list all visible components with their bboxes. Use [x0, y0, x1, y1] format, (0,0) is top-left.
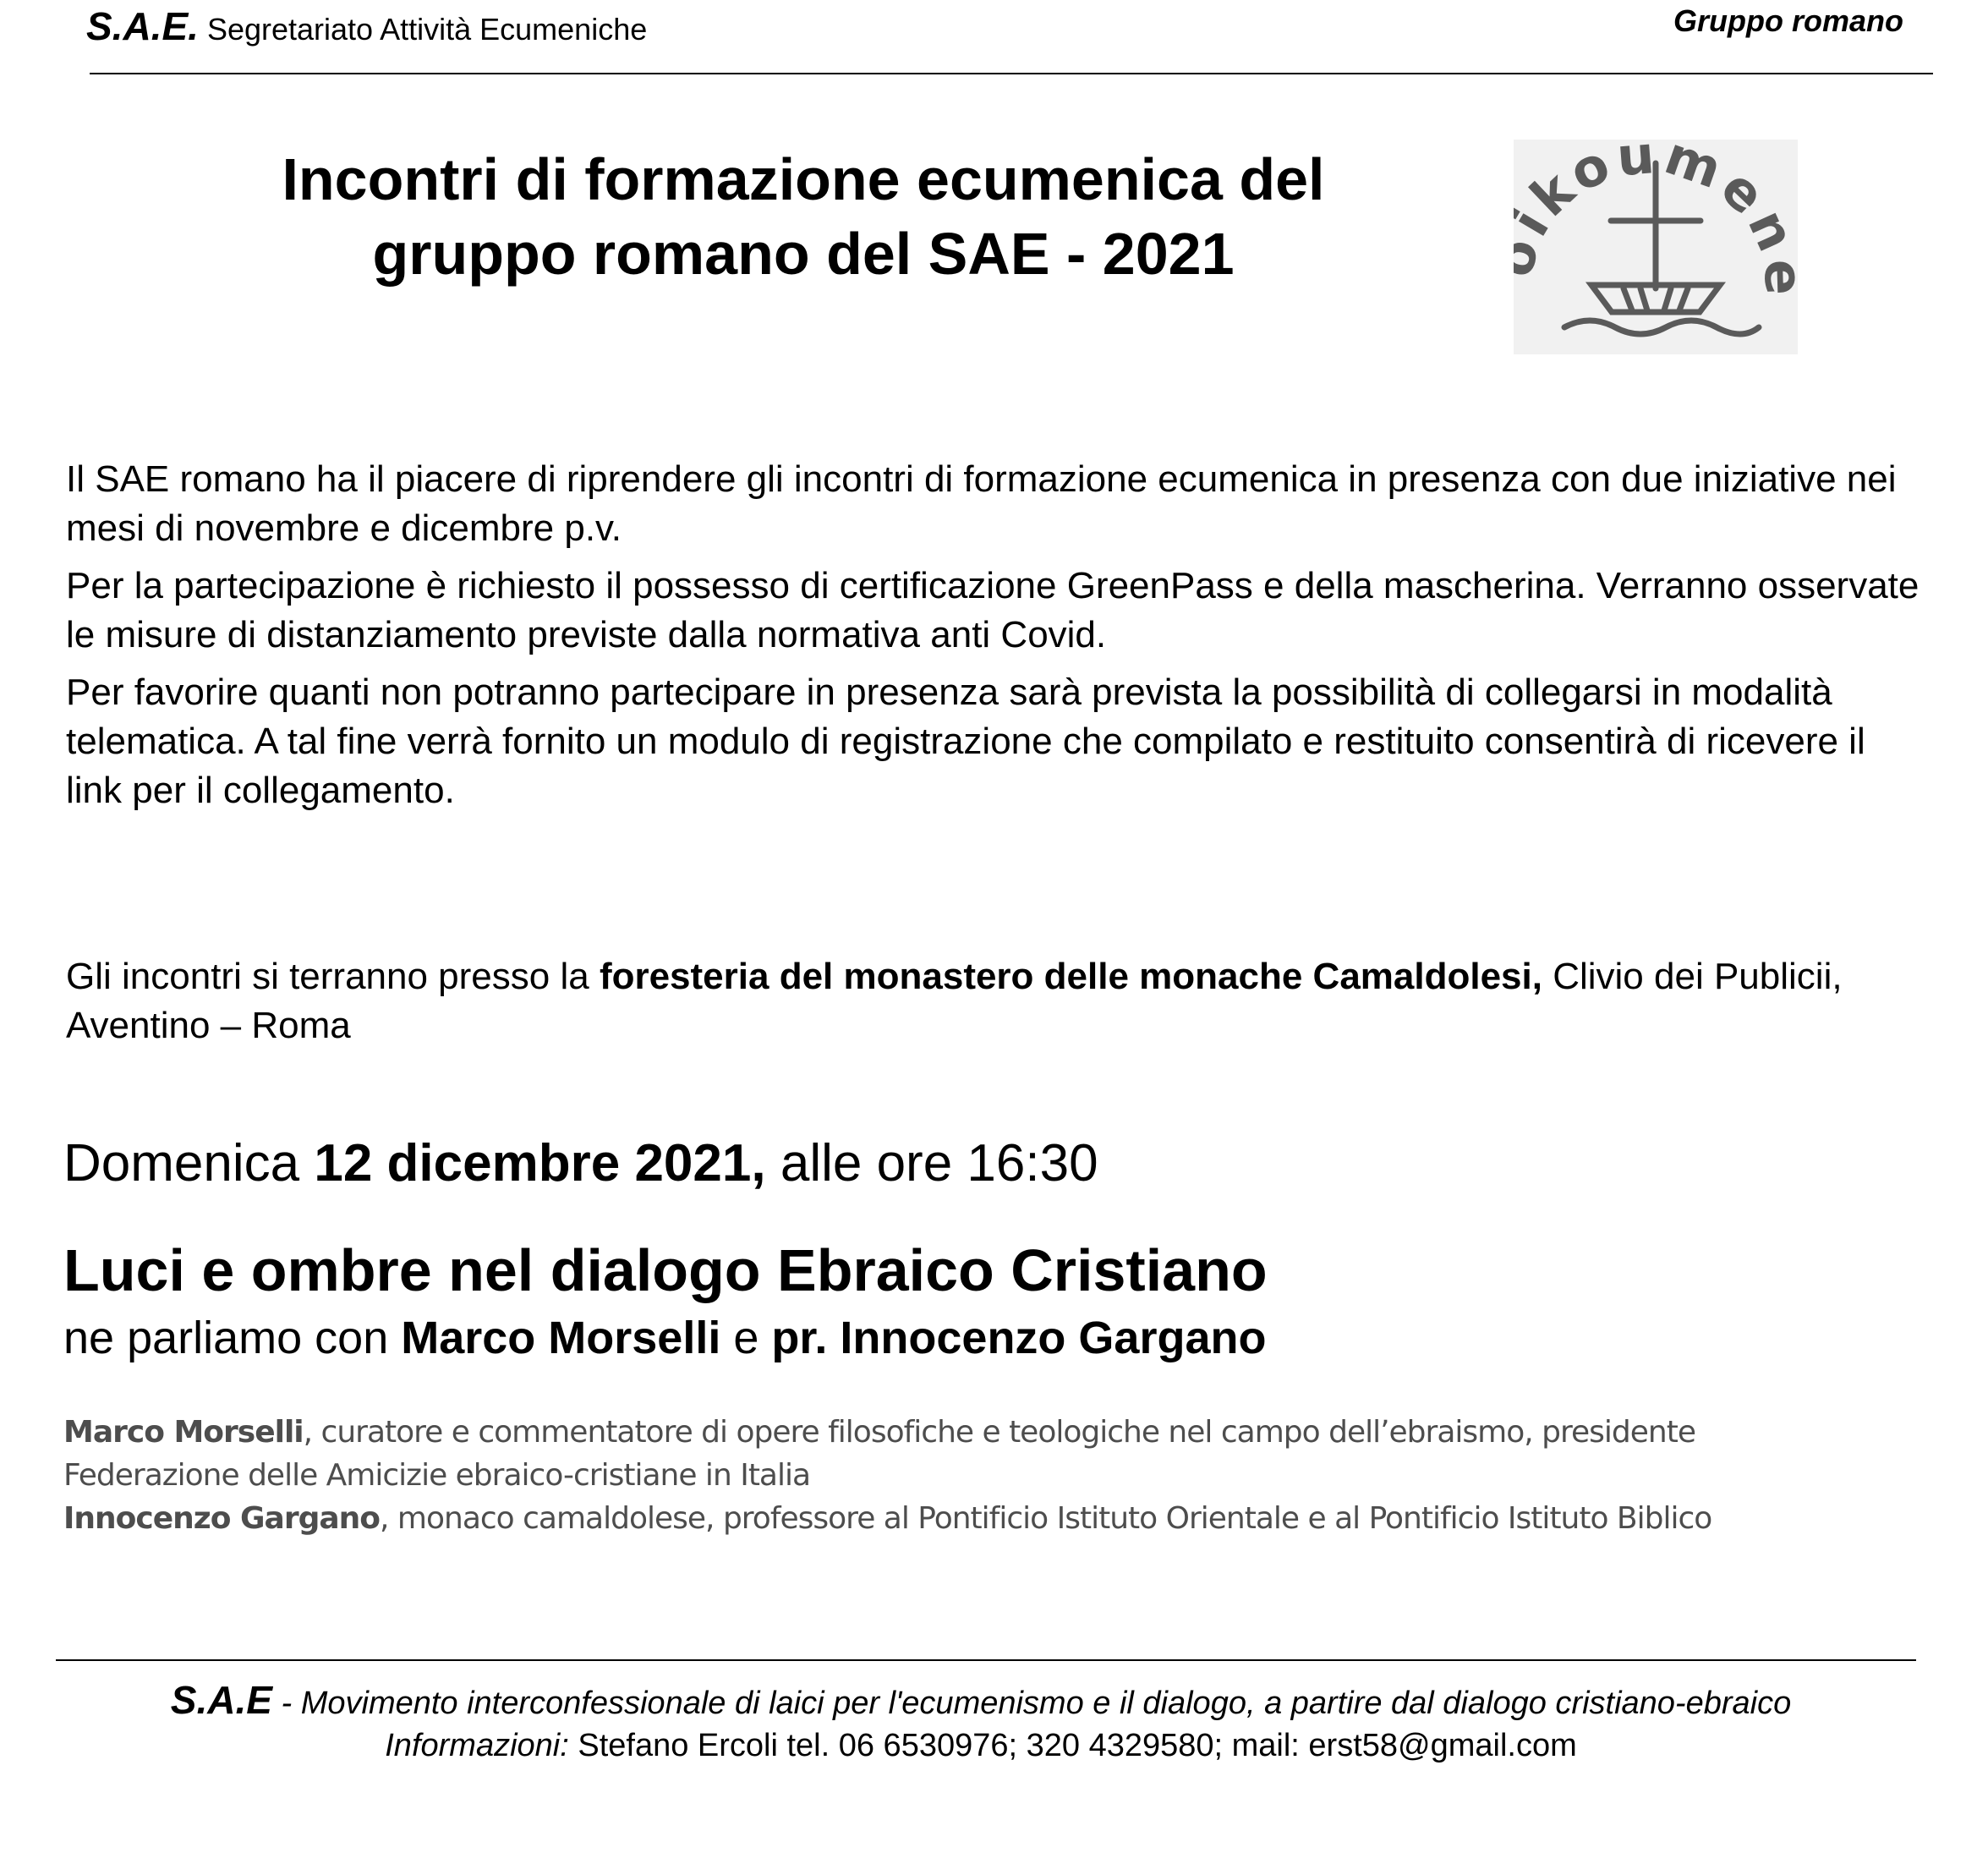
- event-weekday: Domenica: [63, 1134, 315, 1192]
- title-line-1: Incontri di formazione ecumenica del: [282, 146, 1325, 212]
- oikoumene-logo: [1514, 140, 1798, 354]
- header-organization: [86, 3, 647, 49]
- speaker-2: pr. Innocenzo Gargano: [771, 1313, 1267, 1363]
- bio-1-text-2: Federazione delle Amicizie ebraico-cristiane in Italia: [63, 1458, 811, 1493]
- page-title: [169, 142, 1438, 291]
- venue-place: foresteria del monastero delle monache Camaldolesi,: [599, 956, 1542, 997]
- footer-divider: [56, 1659, 1916, 1661]
- event-speakers-line: [63, 1312, 1266, 1364]
- oikoumene-boat-cross-icon: [1514, 140, 1798, 354]
- header-org-abbrev: S.A.E.: [86, 4, 199, 48]
- title-line-2: gruppo romano del SAE - 2021: [372, 221, 1235, 287]
- speakers-join: e: [720, 1313, 772, 1363]
- intro-text: [66, 455, 1926, 824]
- speaker-1: Marco Morselli: [401, 1313, 721, 1363]
- event-date: 12 dicembre 2021,: [314, 1134, 766, 1192]
- intro-paragraph-3: Per favorire quanti non potranno partecipare in presenza sarà prevista la possibilità di collegarsi in modalità telematica. A tal fine verrà fornito un modulo di registrazione che compilato e restituito consentirà di ricevere il link per il collegamento.: [66, 672, 1865, 811]
- footer-line-2: [51, 1724, 1911, 1767]
- bio-2-text: , monaco camaldolese, professore al Pontificio Istituto Orientale e al Pontificio Istituto Biblico: [380, 1501, 1712, 1536]
- bio-2-line: [63, 1497, 1924, 1540]
- bio-2-name: Innocenzo Gargano: [63, 1501, 381, 1536]
- bio-1-text-1: , curatore e commentatore di opere filosofiche e teologiche nel campo dell’ebraismo, presidente: [303, 1415, 1695, 1450]
- event-date-line: [63, 1133, 1098, 1193]
- header-org-name: Segretariato Attività Ecumeniche: [206, 12, 648, 47]
- footer-line-1: [51, 1679, 1911, 1724]
- footer: [51, 1679, 1911, 1767]
- event-title: Luci e ombre nel dialogo Ebraico Cristiano: [63, 1237, 1268, 1303]
- header-group: Gruppo romano: [1673, 3, 1903, 38]
- intro-paragraph-2: Per la partecipazione è richiesto il possesso di certificazione GreenPass e della mascherina. Verranno osservate le misure di distanziamento previste dalla normativa anti Covid.: [66, 565, 1920, 655]
- venue-paragraph: [66, 952, 1926, 1050]
- footer-abbrev: S.A.E: [170, 1678, 272, 1722]
- header-divider: [90, 73, 1933, 74]
- footer-info-label: Informazioni:: [385, 1728, 569, 1763]
- event-time: alle ore 16:30: [765, 1134, 1098, 1192]
- footer-contact: Stefano Ercoli tel. 06 6530976; 320 4329580; mail: erst58@gmail.com: [568, 1728, 1577, 1763]
- venue-prefix: Gli incontri si terranno presso la: [66, 956, 600, 997]
- logo-text: koume: [1518, 140, 1782, 230]
- speaker-bios: [63, 1411, 1924, 1540]
- intro-paragraph-1: Il SAE romano ha il piacere di riprendere gli incontri di formazione ecumenica in presenza con due iniziative nei mesi di novembre e dicembre p.v.: [66, 458, 1897, 549]
- footer-tagline: - Movimento interconfessionale di laici per l'ecumenismo e il dialogo, a partire dal dialogo cristiano-ebraico: [271, 1686, 1792, 1721]
- venue-address: Clivio dei Publicii, Aventino – Roma: [66, 956, 1843, 1046]
- bio-1-line-1: [63, 1411, 1924, 1454]
- speakers-prefix: ne parliamo con: [63, 1313, 402, 1363]
- bio-1-name: Marco Morselli: [63, 1415, 304, 1450]
